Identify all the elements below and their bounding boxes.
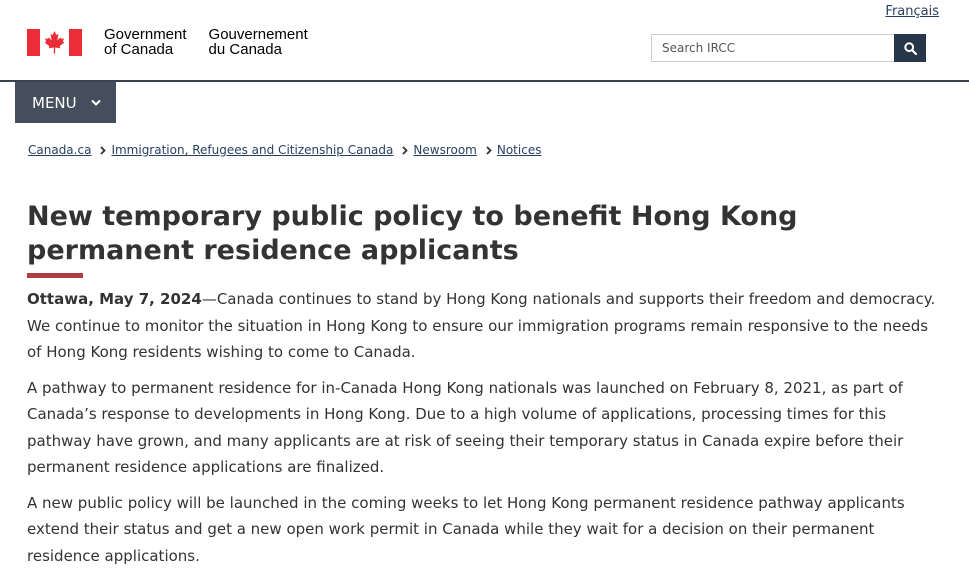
- wordmark-french: [209, 27, 308, 57]
- breadcrumb: [28, 143, 541, 157]
- search-icon: [904, 42, 917, 55]
- page-title: New temporary public policy to benefit Hong Kong permanent residence applicants: [27, 201, 798, 266]
- header-divider: [0, 80, 969, 82]
- menu-button[interactable]: [15, 82, 116, 123]
- search-input[interactable]: [651, 34, 894, 62]
- body-paragraph: A pathway to permanent residence for in-Canada Hong Kong nationals was launched on February 8, 2021, as part of Canada’s response to developments in Hong Kong. Due to a high volume of applications, processing times for this pathway have grown, and many applicants are at risk of seeing their temporary status in Canada expire before their permanent residence applications are finalized.: [27, 378, 904, 476]
- title-accent-bar: [27, 273, 83, 278]
- body-paragraph: A new public policy will be launched in the coming weeks to let Hong Kong permanent residence pathway applicants extend their status and get a new open work permit in Canada while they wait for a decision on their permanent residence applications.: [27, 493, 905, 565]
- wordmark-fr-line2: du Canada: [208, 41, 282, 58]
- breadcrumb-link-newsroom[interactable]: Newsroom: [413, 143, 477, 157]
- chevron-right-icon: [486, 146, 492, 155]
- search-form: [651, 34, 926, 62]
- article-body: [27, 286, 942, 578]
- wordmark-fr-line1: Gouvernement: [208, 26, 308, 43]
- language-toggle-link[interactable]: Français: [885, 4, 939, 19]
- government-signature[interactable]: [27, 27, 308, 57]
- chevron-down-icon: [91, 99, 101, 107]
- canada-flag-icon: [27, 29, 82, 56]
- chevron-right-icon: [100, 146, 106, 155]
- menu-label: MENU: [32, 93, 77, 112]
- wordmark-english: [104, 27, 187, 57]
- breadcrumb-link-canada[interactable]: Canada.ca: [28, 143, 92, 157]
- breadcrumb-link-notices[interactable]: Notices: [496, 143, 542, 157]
- wordmark-en-line1: Government: [104, 26, 187, 43]
- breadcrumb-link-ircc[interactable]: Immigration, Refugees and Citizenship Canada: [111, 143, 394, 157]
- dateline: Ottawa, May 7, 2024: [27, 290, 202, 308]
- lead-paragraph: [27, 286, 942, 366]
- lead-text: —Canada continues to stand by Hong Kong nationals and supports their freedom and democracy. We continue to monitor the situation in Hong Kong to ensure our immigration programs remain responsive to the needs of Hong Kong residents wishing to come to Canada.: [27, 290, 936, 361]
- chevron-right-icon: [402, 146, 408, 155]
- search-button[interactable]: [894, 34, 926, 62]
- wordmark-en-line2: of Canada: [104, 41, 174, 58]
